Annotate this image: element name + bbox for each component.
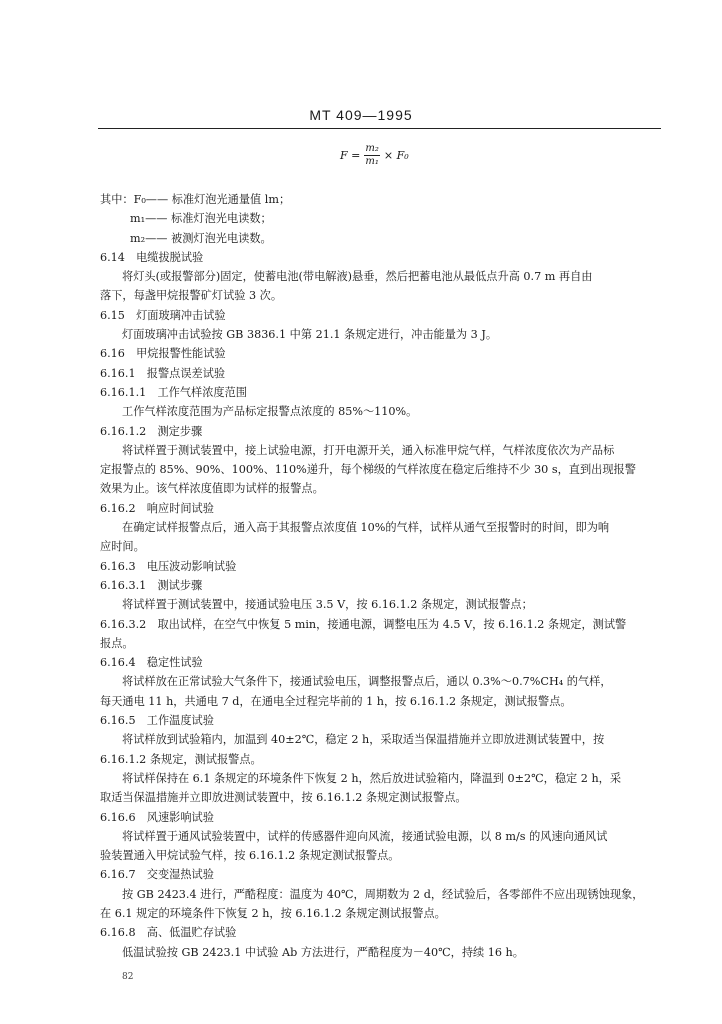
section-heading: 6.16.1 报警点误差试验 <box>100 366 226 380</box>
text-line: 定报警点的 85%、90%、100%、110%递升，每个梯级的气样浓度在稳定后维持不少 30 s，直到出现报警 <box>100 463 636 477</box>
text-line: 验装置通入甲烷试验气样，按 6.16.1.2 条规定测试报警点。 <box>100 849 400 863</box>
text-line: 将试样置于测试装置中，接上试验电源，打开电源开关，通入标准甲烷气样，气样浓度依次为产品标 <box>122 443 615 457</box>
section-heading: 6.16.4 稳定性试验 <box>100 656 203 670</box>
section-heading: 6.16.3.1 测试步骤 <box>100 578 203 592</box>
document-header: MT 409—1995 <box>309 107 413 123</box>
text-line: 工作气样浓度范围为产品标定报警点浓度的 85%～110%。 <box>122 405 418 419</box>
text-line: 低温试验按 GB 2423.1 中试验 Ab 方法进行，严酷程度为－40℃，持续 16 h。 <box>122 945 524 959</box>
section-heading: 6.16.6 风速影响试验 <box>100 810 214 824</box>
text-line: 取适当保温措施并立即放进测试装置中，按 6.16.1.2 条规定测试报警点。 <box>100 791 467 805</box>
section-heading: 6.16.7 交变湿热试验 <box>100 868 214 882</box>
section-heading: 6.16.1.1 工作气样浓度范围 <box>100 385 247 399</box>
page-number: 82 <box>122 972 134 982</box>
text-line: m₁—— 标准灯泡光电读数； <box>130 212 272 226</box>
formula <box>340 143 409 168</box>
formula-denominator: m₁ <box>365 156 379 167</box>
text-line: 将试样置于通风试验装置中，试样的传感器件迎向风流，接通试验电源，以 8 m/s 的风速向通风试 <box>122 829 608 843</box>
text-line: 其中：F₀—— 标准灯泡光通量值 lm； <box>100 193 291 206</box>
text-line: 6.16.1.2 条规定，测试报警点。 <box>100 752 262 766</box>
document-body <box>100 190 666 962</box>
text-line: 按 GB 2423.4 进行，严酷程度：温度为 40℃，周期数为 2 d，经试验后，各零部件不应出现锈蚀现象， <box>122 887 644 901</box>
text-line: 落下，每盏甲烷报警矿灯试验 3 次。 <box>100 289 283 303</box>
text-line: 6.16.3.2 取出试样，在空气中恢复 5 min，接通电源，调整电压为 4.5 V，按 6.16.1.2 条规定，测试警 <box>100 617 627 631</box>
formula-lhs: F = <box>340 149 361 162</box>
text-line: 将试样放在正常试验大气条件下，接通试验电压，调整报警点后，通以 0.3%～0.7%CH₄ 的气样， <box>122 675 612 689</box>
text-line: 灯面玻璃冲击试验按 GB 3836.1 中第 21.1 条规定进行，冲击能量为 3 J。 <box>122 328 498 342</box>
section-heading: 6.16.8 高、低温贮存试验 <box>100 926 237 940</box>
section-heading: 6.16.1.2 测定步骤 <box>100 424 203 438</box>
text-line: 在确定试样报警点后，通入高于其报警点浓度值 10%的气样，试样从通气至报警时的时间，即为响 <box>122 521 610 535</box>
text-line: 在 6.1 规定的环境条件下恢复 2 h，按 6.16.1.2 条规定测试报警点。 <box>100 906 446 920</box>
text-line: 将灯头(或报警部分)固定，使蓄电池(带电解液)悬垂，然后把蓄电池从最低点升高 0.7 m 再自由 <box>122 270 593 284</box>
text-line: 将试样放到试验箱内，加温到 40±2℃，稳定 2 h，采取适当保温措施并立即放进测试装置中，按 <box>122 733 605 747</box>
section-heading: 6.16.5 工作温度试验 <box>100 714 214 728</box>
formula-numerator: m₂ <box>365 143 379 154</box>
text-line: 应时间。 <box>100 540 145 554</box>
section-heading: 6.16.3 电压波动影响试验 <box>100 559 237 573</box>
header-rule <box>98 128 661 129</box>
formula-fraction <box>364 143 380 168</box>
section-heading: 6.16 甲烷报警性能试验 <box>100 347 226 361</box>
text-line: 将试样置于测试装置中，接通试验电压 3.5 V，按 6.16.1.2 条规定，测试报警点； <box>122 598 533 612</box>
text-line: 将试样保持在 6.1 条规定的环境条件下恢复 2 h，然后放进试验箱内，降温到 0±2℃，稳定 2 h，采 <box>122 771 622 785</box>
text-line: m₂—— 被测灯泡光电读数。 <box>130 231 272 245</box>
text-line: 每天通电 11 h，共通电 7 d，在通电全过程完毕前的 1 h，按 6.16.1.2 条规定，测试报警点。 <box>100 694 572 708</box>
text-line: 报点。 <box>100 636 134 650</box>
text-line: 效果为止。该气样浓度值即为试样的报警点。 <box>100 482 324 496</box>
formula-times: × F₀ <box>383 149 409 162</box>
section-heading: 6.14 电缆拔脱试验 <box>100 250 204 264</box>
section-heading: 6.15 灯面玻璃冲击试验 <box>100 308 226 322</box>
section-heading: 6.16.2 响应时间试验 <box>100 501 214 515</box>
